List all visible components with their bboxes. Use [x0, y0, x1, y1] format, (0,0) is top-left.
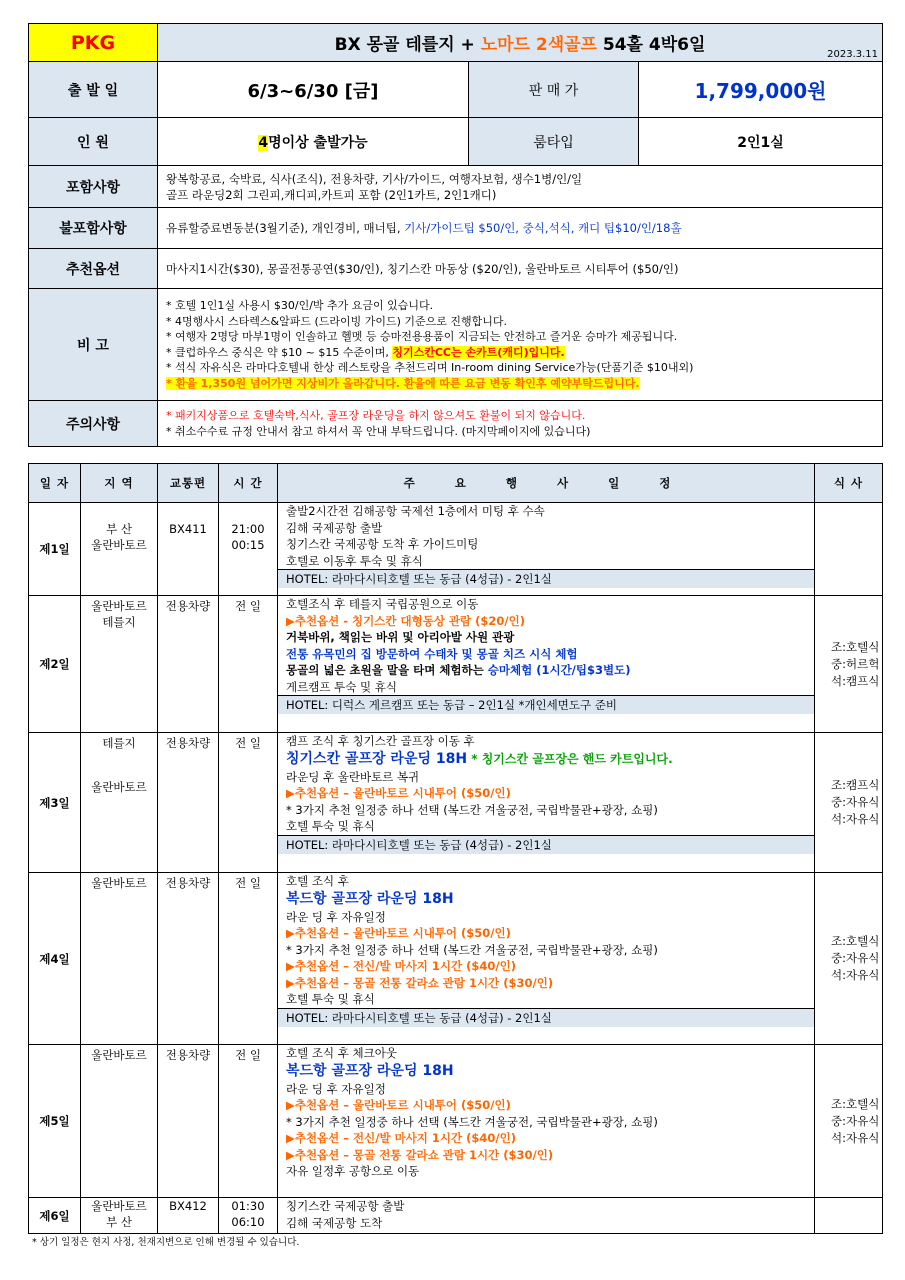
day4-event-3: 라운 딩 후 자유일정: [286, 909, 386, 924]
day4-meal-2: 중:자유식: [831, 951, 880, 965]
day5-events: [278, 1045, 815, 1198]
day5-meals: [815, 1045, 883, 1198]
day6-label: 제6일: [29, 1198, 81, 1234]
day6-region-2: 부 산: [106, 1215, 132, 1229]
day2-region-2: 테를지: [102, 615, 136, 629]
day3-meal-2: 중:자유식: [831, 795, 880, 809]
include-line-2: 골프 라운딩2회 그린피,캐디피,카트피 포함 (2인1카트, 2인1캐디): [166, 187, 497, 202]
day3-event-2: [278, 750, 814, 769]
day1-region-1: 부 산: [106, 522, 132, 536]
footnote: * 상기 일정은 현지 사정, 천재지변으로 인해 변경될 수 있습니다.: [32, 1237, 300, 1248]
day4-meals: [815, 873, 883, 1045]
include-value: [158, 166, 883, 208]
exclude-label: 불포함사항: [29, 208, 158, 249]
document-date: 2023.3.11: [827, 49, 879, 60]
day4-event-8: 호텔 투숙 및 휴식: [286, 992, 375, 1006]
day4-event-5: * 3가지 추천 일정중 하나 선택 (복드칸 겨울궁전, 국립박물관+광장, 쇼핑): [286, 942, 658, 957]
day6-row: [29, 1198, 883, 1234]
day2-event-5b: 승마체험 (1시간/팁$3별도): [487, 663, 631, 677]
day4-transport: 전용차량: [158, 873, 219, 1045]
caution-1: * 패키지상품으로 호텔숙박,식사, 골프장 라운딩을 하지 않으셔도 환불이 되지 않습니다.: [166, 409, 586, 422]
day5-meal-3: 석:자유식: [831, 1130, 880, 1145]
day4-event-4: ▶추천옵션 – 울란바토르 시내투어 ($50/인): [286, 926, 511, 940]
day1-event-1: 출발2시간전 김해공항 국제선 1층에서 미팅 후 수속: [286, 504, 545, 518]
day6-region: [81, 1198, 158, 1234]
day5-event-5: * 3가지 추천 일정중 하나 선택 (복드칸 겨울궁전, 국립박물관+광장, 쇼핑): [286, 1114, 658, 1129]
day3-row: [29, 733, 883, 873]
day6-region-1: 울란바토르: [91, 1199, 147, 1213]
people-text: 명이상 출발가능: [268, 134, 368, 151]
note-3: * 여행자 2명당 마부1명이 인솔하고 헬멧 등 승마전용용품이 지금되는 안전하고 즐거운 승마가 제공됩니다.: [166, 330, 678, 343]
exclude-tips: 기사/가이드팁 $50/인, 중식,석식, 캐디 팁$10/인/18홀: [404, 221, 682, 235]
note-6: * 환율 1,350원 넘어가면 지상비가 올라갑니다. 환율에 따른 요금 변동 확인후 예약부탁드립니다.: [166, 376, 640, 390]
exclude-text: 유류할증료변동분(3월기준), 개인경비, 매너팁,: [166, 221, 405, 235]
caution-2: * 취소수수료 규정 안내서 참고 하셔서 꼭 안내 부탁드립니다. (마지막페이지에 있습니다): [166, 424, 591, 438]
day3-golf-note: * 칭기스칸 골프장은 핸드 카트입니다.: [467, 751, 673, 766]
day3-transport: 전용차량: [158, 733, 219, 873]
day2-event-6: 게르캠프 투숙 및 휴식: [286, 679, 397, 694]
options-label: 추천옵션: [29, 249, 158, 289]
day2-time: 전 일: [219, 596, 278, 733]
day3-meal-1: 조:캠프식: [831, 778, 880, 792]
day2-event-1: 호텔조식 후 테를지 국립공원으로 이동: [286, 597, 479, 611]
notes-value: [158, 289, 883, 401]
people-label: 인 원: [29, 118, 158, 166]
header-region: 지 역: [81, 464, 158, 503]
day1-region-2: 울란바토르: [91, 538, 147, 552]
day1-time: [219, 503, 278, 596]
day6-time-1: 01:30: [231, 1199, 265, 1213]
package-title: [158, 24, 883, 62]
day4-event-1: 호텔 조식 후: [286, 874, 349, 888]
day2-region: [81, 596, 158, 733]
day1-event-4: 호텔로 이동후 투숙 및 휴식: [286, 553, 423, 568]
options-value: 마사지1시간($30), 몽골전통공연($30/인), 칭기스칸 마동상 ($20/인), 울란바토르 시티투어 ($50/인): [158, 249, 883, 289]
header-meals: 식 사: [815, 464, 883, 503]
day4-event-7: ▶추천옵션 – 몽골 전통 갈라쇼 관람 1시간 ($30/인): [286, 975, 554, 990]
day4-hotel: HOTEL: 라마다시티호텔 또는 동급 (4성급) - 2인1실: [278, 1008, 814, 1027]
day1-time-1: 21:00: [231, 522, 265, 536]
day3-time: 전 일: [219, 733, 278, 873]
day2-events: [278, 596, 815, 733]
day4-label: 제4일: [29, 873, 81, 1045]
day2-label: 제2일: [29, 596, 81, 733]
day3-event-5: * 3가지 추천 일정중 하나 선택 (복드칸 겨울궁전, 국립박물관+광장, 쇼핑): [286, 802, 658, 817]
day2-hotel: HOTEL: 디럭스 게르캠프 또는 동급 – 2인1실 *개인세면도구 준비: [278, 695, 814, 714]
day6-transport: BX412: [158, 1198, 219, 1234]
day3-event-6: 호텔 투숙 및 휴식: [286, 819, 375, 833]
day2-event-5: [278, 662, 814, 679]
day1-hotel: HOTEL: 라마다시티호텔 또는 동급 (4성급) - 2인1실: [278, 569, 814, 588]
note-1: * 호텔 1인1실 사용시 $30/인/박 추가 요금이 있습니다.: [166, 299, 434, 312]
price-value: 1,799,000원: [639, 62, 883, 118]
day2-event-4: 전통 유목민의 집 방문하여 수태차 및 몽골 치즈 시식 체험: [286, 646, 578, 661]
day2-region-1: 울란바토르: [91, 599, 147, 613]
price-label: 판 매 가: [469, 62, 639, 118]
day4-meal-1: 조:호텔식: [831, 934, 880, 948]
header-day: 일 자: [29, 464, 81, 503]
day1-meals: [815, 503, 883, 596]
day2-meal-1: 조:호텔식: [831, 639, 880, 654]
day5-event-6: ▶추천옵션 – 전신/발 마사지 1시간 ($40/인): [286, 1131, 516, 1145]
day2-meals: [815, 596, 883, 733]
day1-events: [278, 503, 815, 596]
people-number: 4: [258, 134, 269, 151]
day2-event-2: ▶추천옵션 - 칭기스칸 대형동상 관람 ($20/인): [286, 613, 525, 628]
day3-events: [278, 733, 815, 873]
day5-region: 울란바토르: [81, 1045, 158, 1198]
room-label: 룸타입: [469, 118, 639, 166]
include-line-1: 왕복항공료, 숙박료, 식사(조식), 전용차량, 기사/가이드, 여행자보험, 생수1병/인/일: [166, 171, 583, 186]
day4-event-6: ▶추천옵션 – 전신/발 마사지 1시간 ($40/인): [286, 959, 516, 973]
day3-event-4: ▶추천옵션 – 울란바토르 시내투어 ($50/인): [286, 786, 511, 800]
day6-event-1: 칭기스칸 국제공항 출발: [286, 1199, 405, 1213]
day6-time-2: 06:10: [231, 1215, 265, 1229]
day3-region: [81, 733, 158, 873]
day5-time: 전 일: [219, 1045, 278, 1198]
title-highlight: 노마드 2색골프: [480, 35, 597, 55]
pkg-label: PKG: [70, 31, 116, 54]
day2-meal-3: 석:캠프식: [831, 673, 880, 688]
day3-hotel: HOTEL: 라마다시티호텔 또는 동급 (4성급) - 2인1실: [278, 835, 814, 854]
day4-meal-3: 석:자유식: [831, 968, 880, 982]
caution-value: [158, 401, 883, 447]
room-value: 2인1실: [639, 118, 883, 166]
day2-row: [29, 596, 883, 733]
depart-value: 6/3~6/30 [금]: [158, 62, 469, 118]
day4-row: [29, 873, 883, 1045]
day4-time: 전 일: [219, 873, 278, 1045]
day1-event-3: 칭기스칸 국제공항 도착 후 가이드미팅: [286, 537, 479, 551]
title-part2: 54홀 4박6일: [596, 35, 706, 55]
day1-region: [81, 503, 158, 596]
day3-label: 제3일: [29, 733, 81, 873]
note-4-highlight: 칭기스칸CC는 손카트(캐디)입니다.: [392, 345, 565, 359]
day6-time: [219, 1198, 278, 1234]
header-transport: 교통편: [158, 464, 219, 503]
caution-label: 주의사항: [29, 401, 158, 447]
pkg-badge: [29, 24, 158, 62]
day5-meal-1: 조:호텔식: [831, 1096, 880, 1111]
people-value: [158, 118, 469, 166]
day2-event-5a: 몽골의 넓은 초원을 말을 타며 체험하는: [286, 663, 488, 677]
day1-time-2: 00:15: [231, 538, 265, 552]
include-label: 포함사항: [29, 166, 158, 208]
day1-label: 제1일: [29, 503, 81, 596]
day5-event-8: 자유 일정후 공항으로 이동: [286, 1164, 420, 1178]
itinerary-table: [28, 463, 883, 1234]
note-2: * 4명행사시 스타렉스&알파드 (드라이빙 가이드) 기준으로 진행합니다.: [166, 314, 508, 328]
day1-transport: BX411: [158, 503, 219, 596]
day5-event-4: ▶추천옵션 – 울란바토르 시내투어 ($50/인): [286, 1098, 511, 1112]
day2-transport: 전용차량: [158, 596, 219, 733]
day2-event-3: 거북바위, 책읽는 바위 및 아리아발 사원 관광: [286, 630, 515, 644]
day2-meal-2: 중:허르헉: [831, 656, 880, 671]
day1-event-2: 김해 국제공항 출발: [286, 520, 383, 535]
day5-event-7: ▶추천옵션 – 몽골 전통 갈라쇼 관람 1시간 ($30/인): [286, 1147, 554, 1162]
exclude-value: [158, 208, 883, 249]
title-part1: BX 몽골 테를지 +: [334, 35, 481, 55]
day5-transport: 전용차량: [158, 1045, 219, 1198]
header-time: 시 간: [219, 464, 278, 503]
day5-row: [29, 1045, 883, 1198]
day5-event-1: 호텔 조식 후 체크아웃: [286, 1046, 397, 1060]
day6-events: [278, 1198, 815, 1234]
note-5: * 석식 자유식은 라마다호텔내 한상 레스토랑을 추천드리며 In-room dining Service가능(단품기준 $10내외): [166, 361, 694, 374]
day3-region-1: 테를지: [102, 736, 136, 750]
day6-meals: [815, 1198, 883, 1234]
day3-event-1: 캠프 조식 후 칭기스칸 골프장 이동 후: [286, 734, 475, 748]
day5-golf-round: 복드항 골프장 라운딩 18H: [286, 1062, 454, 1079]
notes-label: 비 고: [29, 289, 158, 401]
day3-region-2: 울란바토르: [91, 780, 147, 794]
day4-golf-round: 복드항 골프장 라운딩 18H: [286, 890, 454, 907]
day3-event-3: 라운딩 후 울란바토르 복귀: [286, 769, 420, 784]
day4-events: [278, 873, 815, 1045]
day5-meal-2: 중:자유식: [831, 1113, 880, 1128]
note-4: [166, 345, 882, 361]
note-4-text: * 클럽하우스 중식은 약 $10 ~ $15 수준이며,: [166, 345, 393, 359]
day3-golf-round: 칭기스칸 골프장 라운딩 18H: [286, 750, 468, 767]
day3-meal-3: 석:자유식: [831, 812, 880, 826]
header-events: 주 요 행 사 일 정: [278, 464, 815, 503]
day1-row: [29, 503, 883, 596]
package-summary-table: [28, 23, 883, 447]
day4-region: 울란바토르: [81, 873, 158, 1045]
day3-meals: [815, 733, 883, 873]
day6-event-2: 김해 국제공항 도착: [286, 1215, 383, 1230]
day5-label: 제5일: [29, 1045, 81, 1198]
day5-event-3: 라운 딩 후 자유일정: [286, 1081, 386, 1096]
depart-label: 출 발 일: [29, 62, 158, 118]
